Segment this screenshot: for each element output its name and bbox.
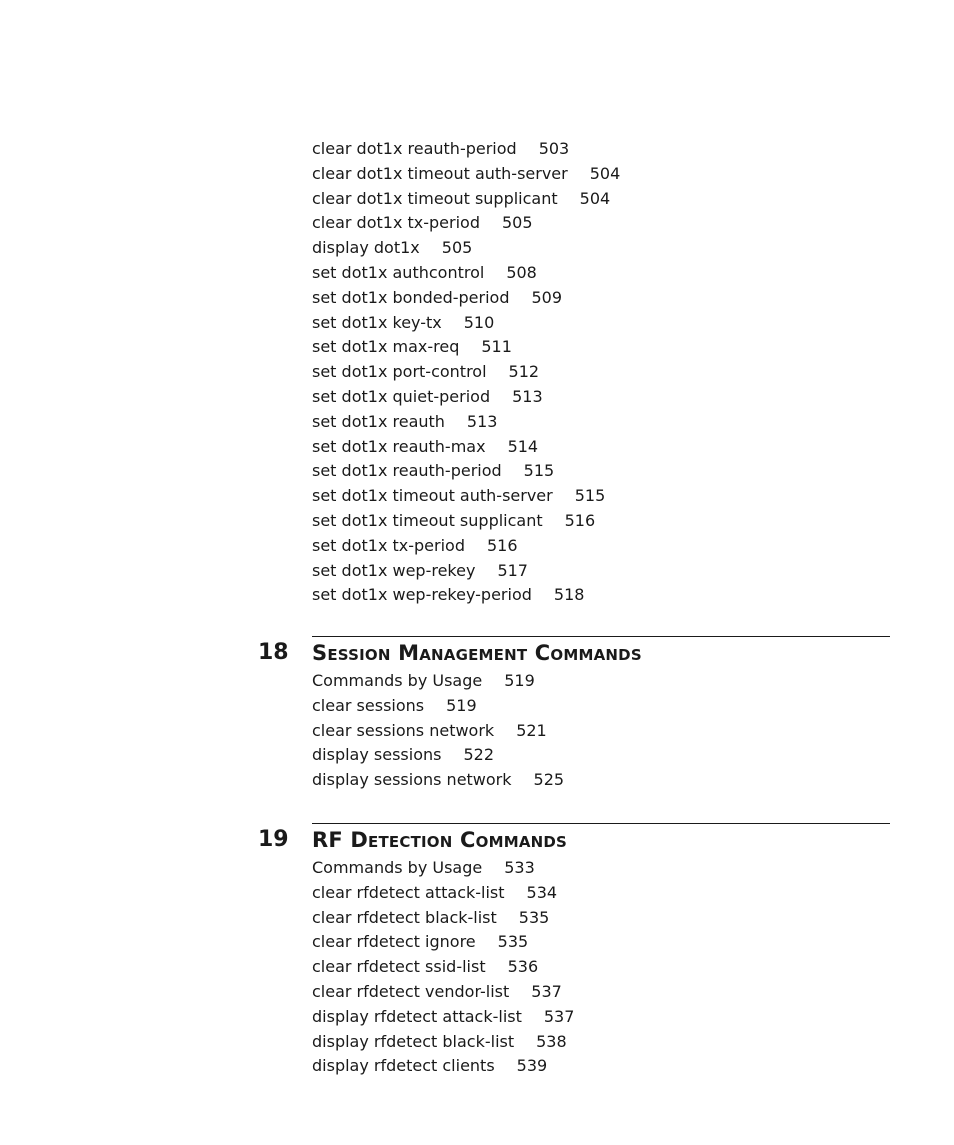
entry-page-number: 538 — [536, 1031, 567, 1051]
entry-page-number: 519 — [446, 695, 477, 715]
toc-entry[interactable] — [312, 980, 574, 1005]
chapter-entries — [312, 669, 564, 793]
toc-entry[interactable] — [312, 335, 620, 360]
chapter-number: 18 — [258, 640, 289, 665]
toc-entry[interactable] — [312, 719, 564, 744]
toc-entry[interactable] — [312, 669, 564, 694]
toc-entry[interactable] — [312, 509, 620, 534]
entry-page-number: 517 — [497, 560, 528, 580]
chapter-title[interactable]: RF Detection Commands — [312, 828, 568, 852]
toc-entry[interactable] — [312, 236, 620, 261]
entry-page-number: 504 — [579, 188, 611, 208]
toc-entry[interactable] — [312, 881, 574, 906]
toc-entry[interactable] — [312, 768, 564, 793]
entry-page-number: 504 — [589, 163, 621, 183]
toc-entry[interactable] — [312, 311, 620, 336]
toc-entries-continued — [312, 137, 620, 608]
toc-entry[interactable] — [312, 459, 620, 484]
toc-entry[interactable] — [312, 694, 564, 719]
entry-title: clear rfdetect ssid-list — [312, 957, 486, 977]
entry-title: display sessions network — [312, 770, 512, 790]
toc-entry[interactable] — [312, 1030, 574, 1055]
entry-title: Commands by Usage — [312, 858, 483, 877]
entry-title: clear rfdetect vendor-list — [312, 981, 510, 1001]
toc-entry[interactable] — [312, 286, 620, 311]
entry-title: set dot1x wep-rekey-period — [312, 585, 532, 605]
entry-title: set dot1x authcontrol — [312, 262, 485, 282]
entry-title: clear dot1x timeout auth-server — [312, 163, 568, 183]
entry-page-number: 503 — [538, 139, 570, 158]
entry-page-number: 535 — [518, 907, 550, 927]
toc-entry[interactable] — [312, 955, 574, 980]
toc-entry[interactable] — [312, 410, 620, 435]
toc-entry[interactable] — [312, 583, 620, 608]
toc-entry[interactable] — [312, 1005, 574, 1030]
entry-title: set dot1x reauth-max — [312, 436, 486, 456]
entry-title: clear dot1x tx-period — [312, 213, 480, 233]
entry-page-number: 516 — [564, 510, 596, 530]
entry-title: display rfdetect black-list — [312, 1031, 515, 1051]
entry-page-number: 509 — [531, 287, 563, 307]
entry-title: clear dot1x timeout supplicant — [312, 188, 558, 208]
toc-entry[interactable] — [312, 162, 620, 187]
toc-entry[interactable] — [312, 435, 620, 460]
toc-entry[interactable] — [312, 484, 620, 509]
entry-page-number: 521 — [516, 720, 547, 740]
entry-page-number: 516 — [486, 535, 518, 555]
entry-page-number: 535 — [497, 932, 529, 952]
entry-page-number: 518 — [553, 585, 585, 605]
entry-page-number: 536 — [507, 957, 539, 977]
entry-title: set dot1x max-req — [312, 337, 460, 357]
entry-page-number: 533 — [504, 858, 535, 877]
entry-page-number: 510 — [463, 312, 495, 332]
entry-title: display rfdetect attack-list — [312, 1006, 522, 1026]
entry-page-number: 515 — [574, 486, 606, 506]
toc-entry[interactable] — [312, 534, 620, 559]
toc-entry[interactable] — [312, 743, 564, 768]
chapter-divider-rule — [312, 636, 890, 637]
entry-title: set dot1x reauth-period — [312, 461, 502, 481]
entry-page-number: 505 — [502, 213, 533, 233]
entry-title: set dot1x reauth — [312, 411, 445, 431]
entry-page-number: 515 — [523, 461, 555, 481]
entry-title: set dot1x timeout supplicant — [312, 510, 543, 530]
entry-title: clear sessions — [312, 695, 425, 715]
entry-title: display rfdetect clients — [312, 1056, 495, 1076]
entry-title: set dot1x quiet-period — [312, 386, 491, 406]
entry-title: clear rfdetect black-list — [312, 907, 497, 927]
entry-title: clear sessions network — [312, 720, 495, 740]
entry-page-number: 511 — [481, 337, 512, 357]
entry-page-number: 508 — [506, 262, 537, 282]
entry-title: set dot1x wep-rekey — [312, 560, 476, 580]
toc-entry[interactable] — [312, 211, 620, 236]
toc-entry[interactable] — [312, 930, 574, 955]
entry-title: Commands by Usage — [312, 671, 483, 690]
chapter-number: 19 — [258, 827, 289, 852]
entry-page-number: 513 — [512, 386, 543, 406]
entry-title: clear rfdetect ignore — [312, 932, 476, 952]
entry-page-number: 537 — [543, 1006, 575, 1026]
entry-page-number: 534 — [526, 882, 558, 902]
chapter-title[interactable]: Session Management Commands — [312, 641, 642, 665]
chapter-entries — [312, 856, 574, 1079]
toc-entry[interactable] — [312, 385, 620, 410]
toc-entry[interactable] — [312, 1054, 574, 1079]
entry-page-number: 537 — [531, 981, 562, 1001]
entry-title: display sessions — [312, 745, 442, 765]
entry-page-number: 505 — [441, 238, 473, 258]
toc-entry[interactable] — [312, 360, 620, 385]
entry-page-number: 525 — [533, 770, 565, 790]
entry-page-number: 519 — [504, 671, 535, 690]
entry-title: clear rfdetect attack-list — [312, 882, 505, 902]
entry-page-number: 512 — [508, 362, 540, 382]
chapter-divider-rule — [312, 823, 890, 824]
entry-title: set dot1x key-tx — [312, 312, 442, 332]
toc-entry[interactable] — [312, 261, 620, 286]
entry-title: set dot1x bonded-period — [312, 287, 510, 307]
entry-page-number: 539 — [516, 1056, 548, 1076]
toc-entry[interactable] — [312, 187, 620, 212]
entry-page-number: 514 — [507, 436, 539, 456]
toc-entry[interactable] — [312, 559, 620, 584]
toc-entry[interactable] — [312, 137, 620, 162]
entry-page-number: 522 — [463, 745, 495, 765]
toc-entry[interactable] — [312, 856, 574, 881]
entry-title: display dot1x — [312, 238, 420, 258]
entry-title: set dot1x tx-period — [312, 535, 465, 555]
entry-title: set dot1x timeout auth-server — [312, 486, 553, 506]
entry-title: set dot1x port-control — [312, 362, 487, 382]
toc-entry[interactable] — [312, 906, 574, 931]
entry-title: clear dot1x reauth-period — [312, 139, 517, 158]
entry-page-number: 513 — [466, 411, 498, 431]
